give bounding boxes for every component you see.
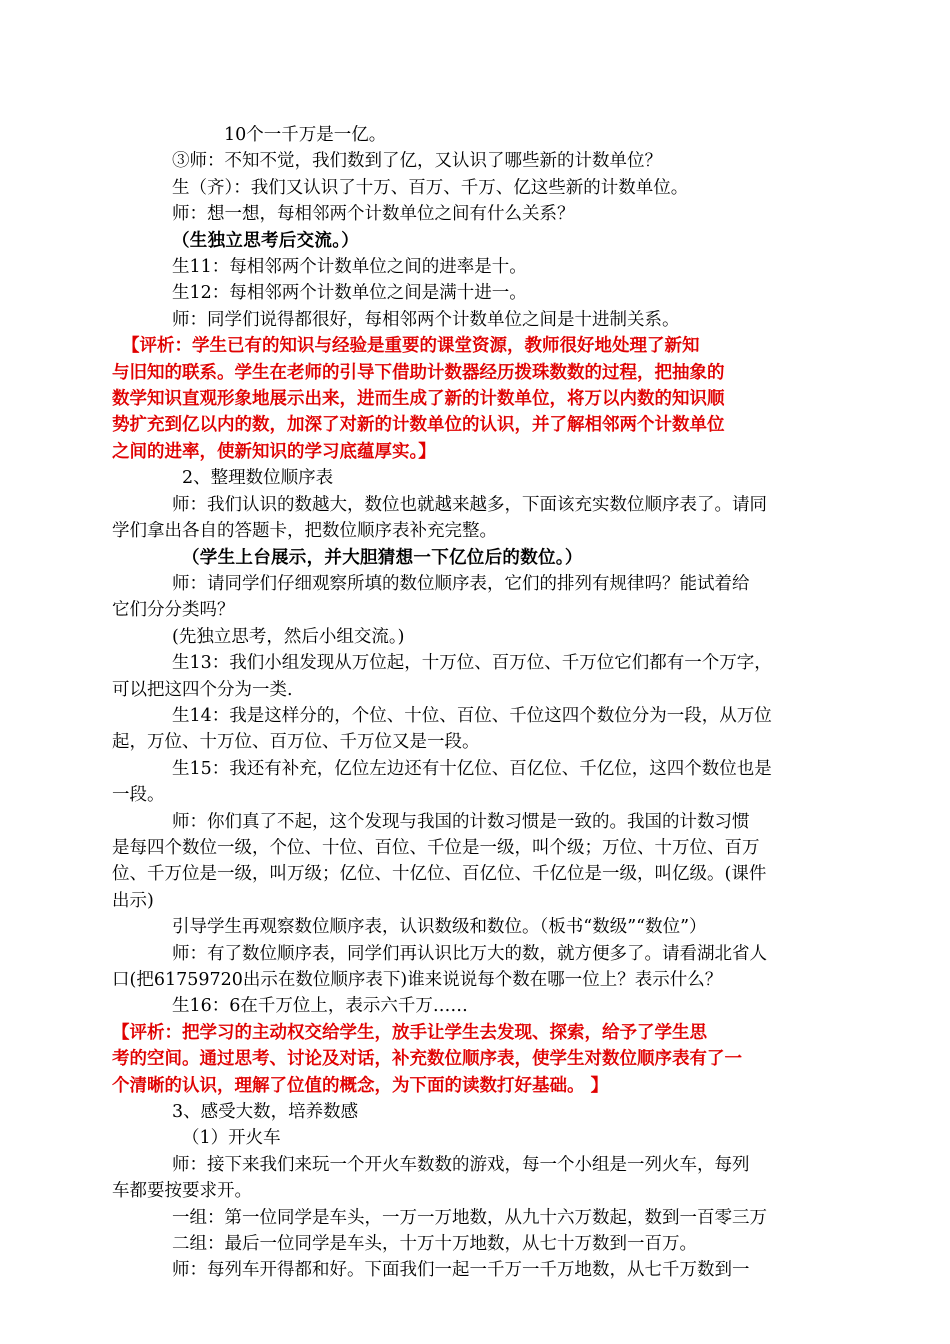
text-line: 车都要按要求开。 <box>112 1181 252 1202</box>
text-line: 生（齐）：我们又认识了十万、百万、千万、亿这些新的计数单位。 <box>172 177 689 198</box>
text-line: 师：有了数位顺序表，同学们再认识比万大的数，就方便多了。请看湖北省人 <box>172 943 767 964</box>
text-line: 师：接下来我们来玩一个开火车数数的游戏，每一个小组是一列火车，每列 <box>172 1154 750 1175</box>
section-heading: 3、感受大数，培养数感 <box>172 1102 359 1123</box>
text-line: 生11：每相邻两个计数单位之间的进率是十。 <box>172 257 527 278</box>
text-line: 出示) <box>112 890 154 911</box>
text-line: 生16：6在千万位上，表示六千万…… <box>172 996 468 1017</box>
text-line: 位、千万位是一级，叫万级；亿位、十亿位、百亿位、千亿位是一级，叫亿级。(课件 <box>112 864 767 885</box>
text-line: 10个一千万是一亿。 <box>224 125 387 145</box>
commentary-line: 个清晰的认识，理解了位值的概念，为下面的读数打好基础。 】 <box>112 1075 609 1096</box>
text-line: 师：同学们说得都很好，每相邻两个计数单位之间是十进制关系。 <box>172 309 680 330</box>
document-page <box>112 122 812 1284</box>
text-line: 生13：我们小组发现从万位起，十万位、百万位、千万位它们都有一个万字， <box>172 653 772 674</box>
text-line: 生14：我是这样分的，个位、十位、百位、千位这四个数位分为一段，从万位 <box>172 705 772 726</box>
commentary-line: 势扩充到亿以内的数，加深了对新的计数单位的认识，并了解相邻两个计数单位 <box>112 415 725 436</box>
text-line: 一组：第一位同学是车头，一万一万地数，从九十六万数起，数到一百零三万 <box>172 1207 767 1228</box>
text-line: 师：你们真了不起，这个发现与我国的计数习惯是一致的。我国的计数习惯 <box>172 811 750 832</box>
commentary-line: 【评析：学生已有的知识与经验是重要的课堂资源，教师很好地处理了新知 <box>122 336 700 357</box>
subsection-heading: （1）开火车 <box>182 1128 281 1149</box>
text-line: 一段。 <box>112 785 165 806</box>
section-heading: 2、整理数位顺序表 <box>182 468 334 489</box>
commentary-line: 数学知识直观形象地展示出来，进而生成了新的计数单位，将万以内数的知识顺 <box>112 389 725 410</box>
text-line: 起，万位、十万位、百万位、千万位又是一段。 <box>112 732 480 753</box>
commentary-line: 【评析：把学习的主动权交给学生，放手让学生去发现、探索，给予了学生思 <box>112 1022 707 1043</box>
text-line: 师：每列车开得都和好。下面我们一起一千万一千万地数，从七千万数到一 <box>172 1260 750 1281</box>
text-line: ③师：不知不觉，我们数到了亿，又认识了哪些新的计数单位？ <box>172 151 662 172</box>
text-line: 师：请同学们仔细观察所填的数位顺序表，它们的排列有规律吗？能试着给 <box>172 573 750 594</box>
text-line: 引导学生再观察数位顺序表，认识数级和数位。（板书“数级”“数位”） <box>172 917 707 938</box>
text-line: （学生上台展示，并大胆猜想一下亿位后的数位。） <box>182 547 583 568</box>
text-line: (先独立思考，然后小组交流。) <box>172 626 405 647</box>
commentary-line: 与旧知的联系。学生在老师的引导下借助计数器经历拨珠数数的过程，把抽象的 <box>112 362 725 383</box>
text-line: 师：想一想，每相邻两个计数单位之间有什么关系？ <box>172 204 575 225</box>
text-line: 口(把61759720出示在数位顺序表下)谁来说说每个数在哪一位上？表示什么？ <box>112 970 723 990</box>
text-line: 它们分分类吗？ <box>112 600 235 621</box>
text-line: （生独立思考后交流。） <box>172 230 360 251</box>
text-line: 生12：每相邻两个计数单位之间是满十进一。 <box>172 283 527 304</box>
text-line: 学们拿出各自的答题卡，把数位顺序表补充完整。 <box>112 521 497 542</box>
text-line: 师：我们认识的数越大，数位也就越来越多，下面该充实数位顺序表了。请同 <box>172 494 767 515</box>
commentary-line: 之间的进率，使新知识的学习底蕴厚实。】 <box>112 441 436 462</box>
text-line: 可以把这四个分为一类. <box>112 679 293 700</box>
text-line: 二组：最后一位同学是车头，十万十万地数，从七十万数到一百万。 <box>172 1234 697 1255</box>
text-line: 是每四个数位一级，个位、十位、百位、千位是一级，叫个级；万位、十万位、百万 <box>112 837 760 858</box>
commentary-line: 考的空间。通过思考、讨论及对话，补充数位顺序表，使学生对数位顺序表有了一 <box>112 1049 742 1070</box>
text-line: 生15：我还有补充，亿位左边还有十亿位、百亿位、千亿位，这四个数位也是 <box>172 758 772 779</box>
